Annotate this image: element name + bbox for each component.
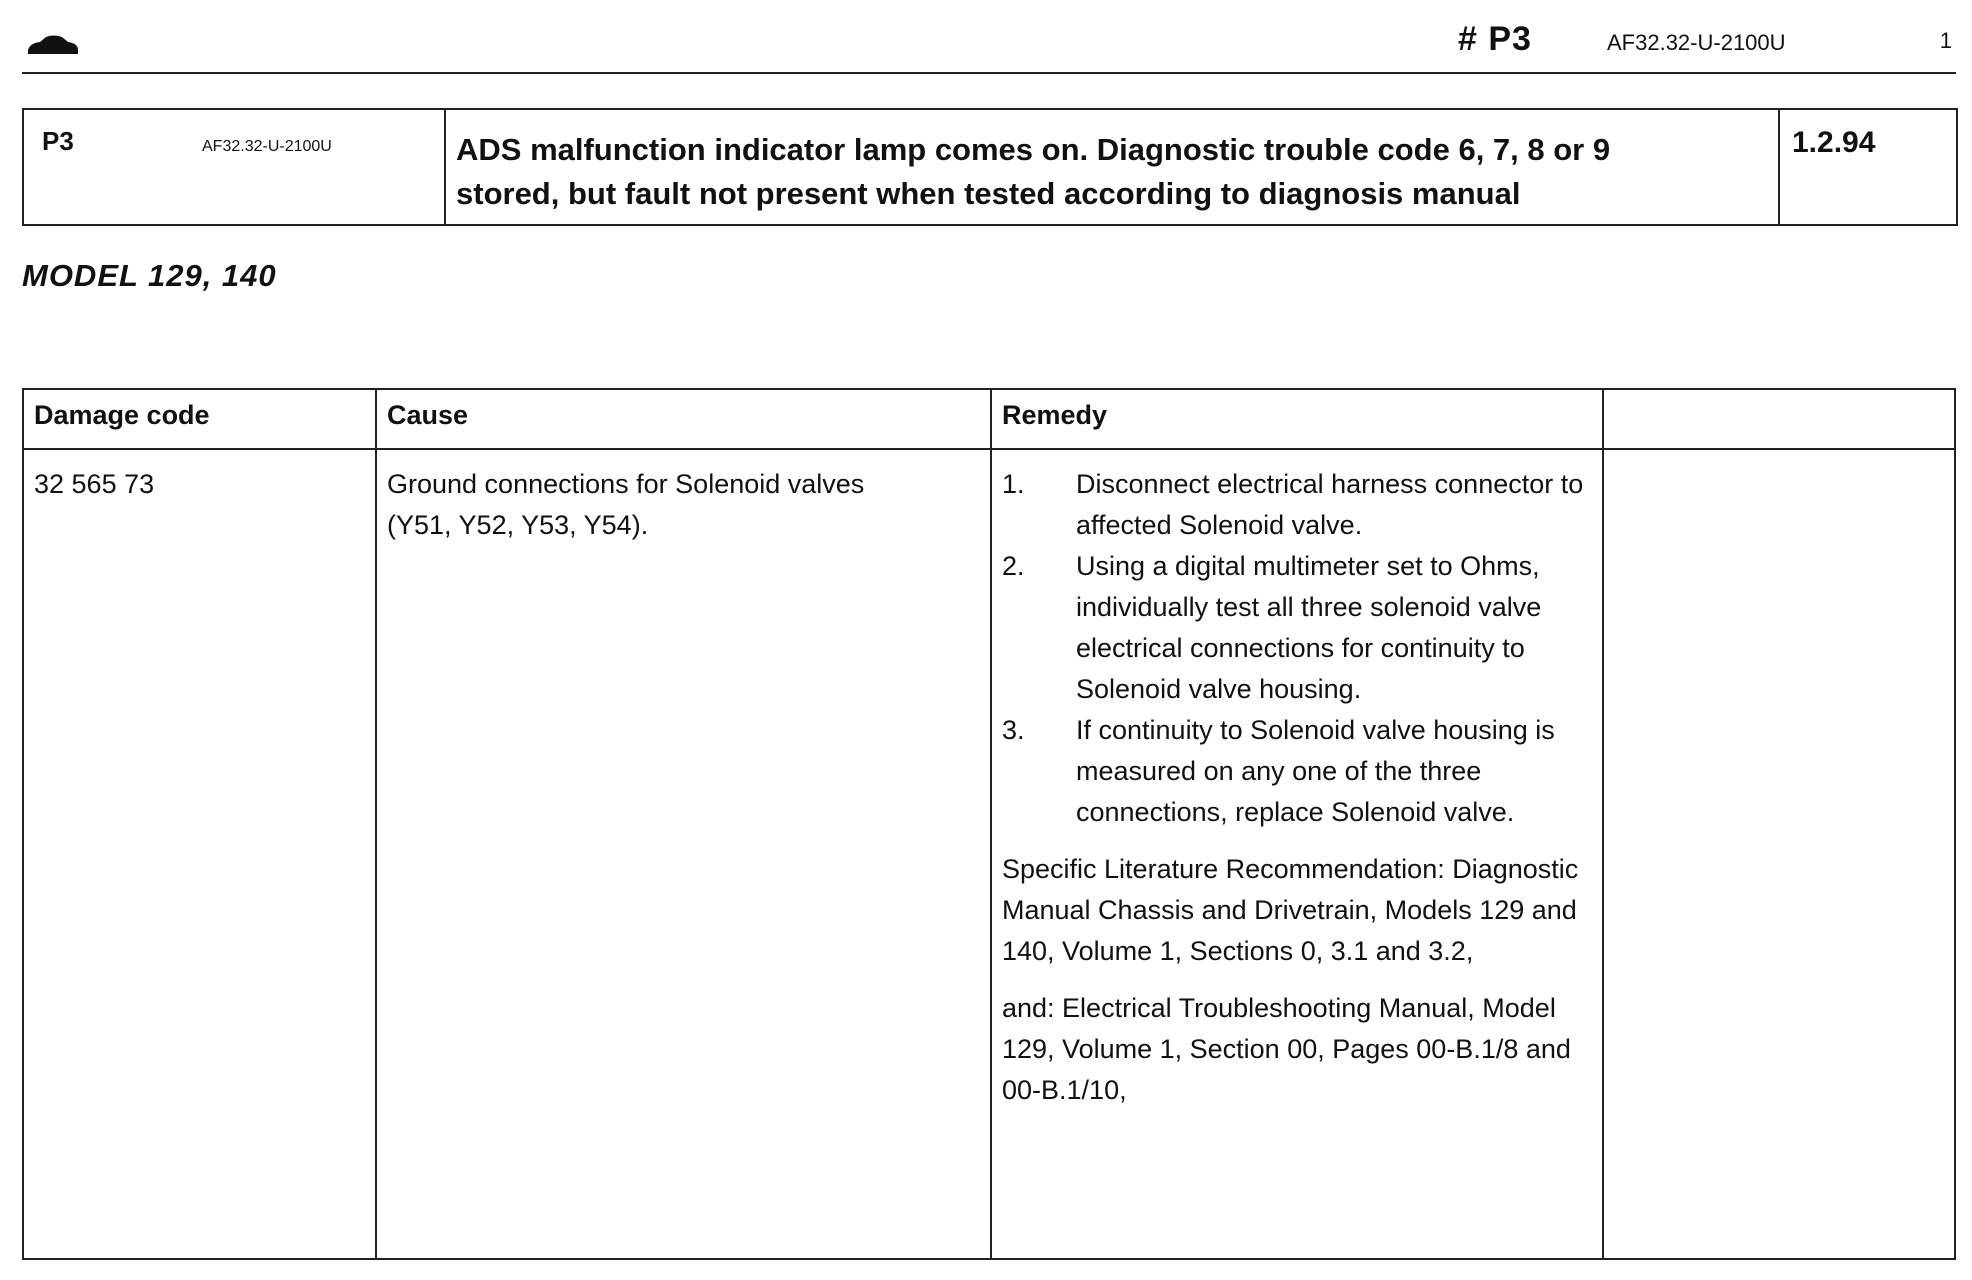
- literature-recommendation: Specific Literature Recommendation: Diagnostic Manual Chassis and Drivetrain, Models 129 and 140, Volume 1, Sections 0, 3.1 and 3.2,: [1002, 854, 1579, 966]
- title-description-line-2: stored, but fault not present when tested according to diagnosis manual: [456, 176, 1521, 211]
- blank-cell: [1603, 449, 1955, 1259]
- damage-code-cell: 32 565 73: [23, 449, 376, 1259]
- step-text: Using a digital multimeter set to Ohms, individually test all three solenoid valve electrical connections for continuity to Solenoid valve housing.: [1076, 551, 1542, 704]
- title-box: [22, 108, 1958, 226]
- cause-line-1: Ground connections for Solenoid valves: [387, 469, 865, 499]
- header-remedy: Remedy: [991, 389, 1603, 449]
- title-description-line-1: ADS malfunction indicator lamp comes on. Diagnostic trouble code 6, 7, 8 or 9: [456, 132, 1611, 167]
- step-text: Disconnect electrical harness connector to affected Solenoid valve.: [1076, 469, 1584, 540]
- title-description: [446, 110, 1780, 224]
- table-row: [23, 449, 1955, 1259]
- remedy-cell: [991, 449, 1603, 1259]
- step-number: 3.: [1002, 715, 1025, 745]
- cause-line-2: (Y51, Y52, Y53, Y54).: [387, 510, 649, 540]
- header-doc-code: AF32.32-U-2100U: [1607, 30, 1786, 55]
- step-number: 1.: [1002, 469, 1025, 499]
- step-text: If continuity to Solenoid valve housing is measured on any one of the three connections, replace Solenoid valve.: [1076, 715, 1555, 827]
- remedy-step: [1002, 710, 1592, 833]
- literature-recommendation-2: and: Electrical Troubleshooting Manual, Model 129, Volume 1, Section 00, Pages 00-B.1/8 and 00-B.1/10,: [1002, 993, 1571, 1105]
- page-number: 1: [1939, 28, 1952, 53]
- car-icon: [26, 32, 80, 58]
- header-mark: # P3: [1458, 20, 1532, 58]
- title-id: P3: [42, 126, 74, 156]
- title-doc-code: AF32.32-U-2100U: [202, 138, 332, 155]
- page-header: [22, 20, 1956, 74]
- damage-table: [22, 388, 1956, 1260]
- cause-cell: [376, 449, 991, 1259]
- step-number: 2.: [1002, 551, 1025, 581]
- title-date: 1.2.94: [1792, 126, 1876, 159]
- remedy-steps: [1002, 464, 1592, 833]
- header-blank: [1603, 389, 1955, 449]
- title-id-cell: [24, 110, 446, 224]
- remedy-step: [1002, 464, 1592, 546]
- table-header-row: [23, 389, 1955, 449]
- model-heading: MODEL 129, 140: [22, 258, 277, 293]
- header-cause: Cause: [376, 389, 991, 449]
- remedy-step: [1002, 546, 1592, 710]
- header-damage-code: Damage code: [23, 389, 376, 449]
